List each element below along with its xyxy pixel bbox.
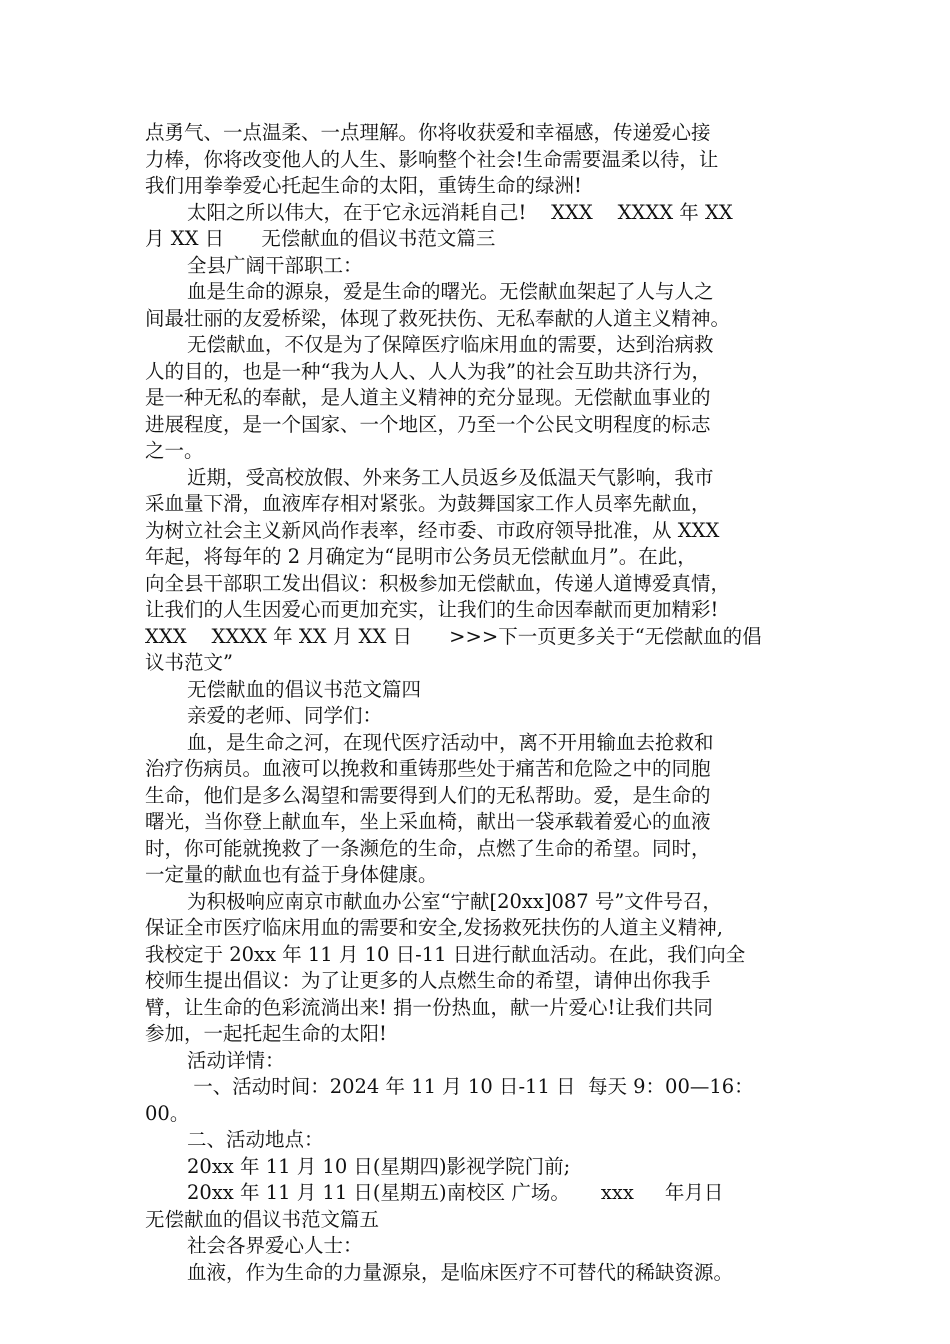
text-line: 采血量下滑，血液库存相对紧张。为鼓舞国家工作人员率先献血， [145, 492, 711, 515]
text-line: 血是生命的源泉，爱是生命的曙光。无偿献血架起了人与人之 [187, 280, 714, 303]
text-line: 年起，将每年的 2 月确定为“昆明市公务员无偿献血月”。在此， [145, 545, 697, 568]
text-line: 臂，让生命的色彩流淌出来! 捐一份热血，献一片爱心!让我们共同 [145, 995, 713, 1019]
text-line: 20xx 年 11 月 10 日(星期四)影视学院门前; [187, 1154, 571, 1178]
text-line: 无偿献血的倡议书范文篇四 [187, 677, 422, 701]
text-line: 太阳之所以伟大，在于它永远消耗自己! XXX XXXX 年 XX [187, 200, 733, 224]
text-line: 间最壮丽的友爱桥梁，体现了救死扶伤、无私奉献的人道主义精神。 [145, 306, 731, 330]
text-line: 为积极响应南京市献血办公室“宁献[20xx]087 号”文件号召， [187, 889, 722, 913]
text-line: 曙光，当你登上献血车，坐上采血椅，献出一袋承载着爱心的血液 [145, 810, 711, 833]
text-line: 无偿献血，不仅是为了保障医疗临床用血的需要，达到治病救 [187, 333, 714, 356]
text-line: XXX XXXX 年 XX 月 XX 日 >>>下一页更多关于“无偿献血的倡 [145, 624, 762, 648]
text-line: 我们用拳拳爱心托起生命的太阳，重铸生命的绿洲! [145, 174, 582, 197]
text-line: 之一。 [145, 439, 204, 462]
text-line: 是一种无私的奉献，是人道主义精神的充分显现。无偿献血事业的 [145, 386, 711, 409]
text-line: 一、活动时间：2024 年 11 月 10 日-11 日 每天 9：00—16： [187, 1075, 754, 1098]
text-line: 我校定于 20xx 年 11 月 10 日-11 日进行献血活动。在此，我们向全 [145, 942, 746, 966]
text-line: 保证全市医疗临床用血的需要和安全,发扬救死扶伤的人道主义精神, [145, 916, 723, 939]
text-line: 无偿献血的倡议书范文篇五 [145, 1207, 380, 1231]
text-line: 活动详情： [187, 1048, 285, 1072]
text-line: 血，是生命之河，在现代医疗活动中，离不开用输血去抢救和 [187, 730, 714, 754]
text-line: 月 XX 日 无偿献血的倡议书范文篇三 [145, 227, 496, 250]
document-body [145, 120, 825, 1286]
text-line: 校师生提出倡议：为了让更多的人点燃生命的希望，请伸出你我手 [145, 969, 711, 992]
text-line: 社会各界爱心人士： [187, 1234, 363, 1257]
text-line: 时，你可能就挽救了一条濒危的生命，点燃了生命的希望。同时， [145, 836, 711, 860]
text-line: 点勇气、一点温柔、一点理解。你将收获爱和幸福感，传递爱心接 [145, 121, 711, 144]
text-line: 近期，受高校放假、外来务工人员返乡及低温天气影响，我市 [187, 465, 714, 489]
text-line: 全县广阔干部职工： [187, 253, 363, 277]
text-line: 力棒，你将改变他人的人生、影响整个社会!生命需要温柔以待，让 [145, 147, 719, 171]
text-line: 向全县干部职工发出倡议：积极参加无偿献血，传递人道博爱真情， [145, 571, 731, 595]
text-line: 00。 [145, 1101, 190, 1125]
text-line: 血液，作为生命的力量源泉，是临床医疗不可替代的稀缺资源。 [187, 1260, 734, 1284]
text-line: 为树立社会主义新风尚作表率，经市委、市政府领导批准，从 XXX [145, 518, 720, 542]
text-line: 进展程度，是一个国家、一个地区，乃至一个公民文明程度的标志 [145, 412, 711, 436]
text-line: 人的目的，也是一种“我为人人、人人为我”的社会互助共济行为， [145, 359, 711, 383]
text-line: 议书范文” [145, 651, 233, 674]
text-line: 二、活动地点： [187, 1128, 324, 1151]
text-line: 让我们的人生因爱心而更加充实，让我们的生命因奉献而更加精彩! [145, 598, 719, 621]
text-line: 一定量的献血也有益于身体健康。 [145, 863, 438, 886]
text-line: 治疗伤病员。血液可以挽救和重铸那些处于痛苦和危险之中的同胞 [145, 757, 711, 780]
text-line: 亲爱的老师、同学们： [187, 704, 383, 727]
text-line: 20xx 年 11 月 11 日(星期五)南校区 广场。 xxx 年月日 [187, 1181, 724, 1204]
text-line: 生命，他们是多么渴望和需要得到人们的无私帮助。爱，是生命的 [145, 783, 711, 807]
text-line: 参加，一起托起生命的太阳! [145, 1022, 387, 1045]
